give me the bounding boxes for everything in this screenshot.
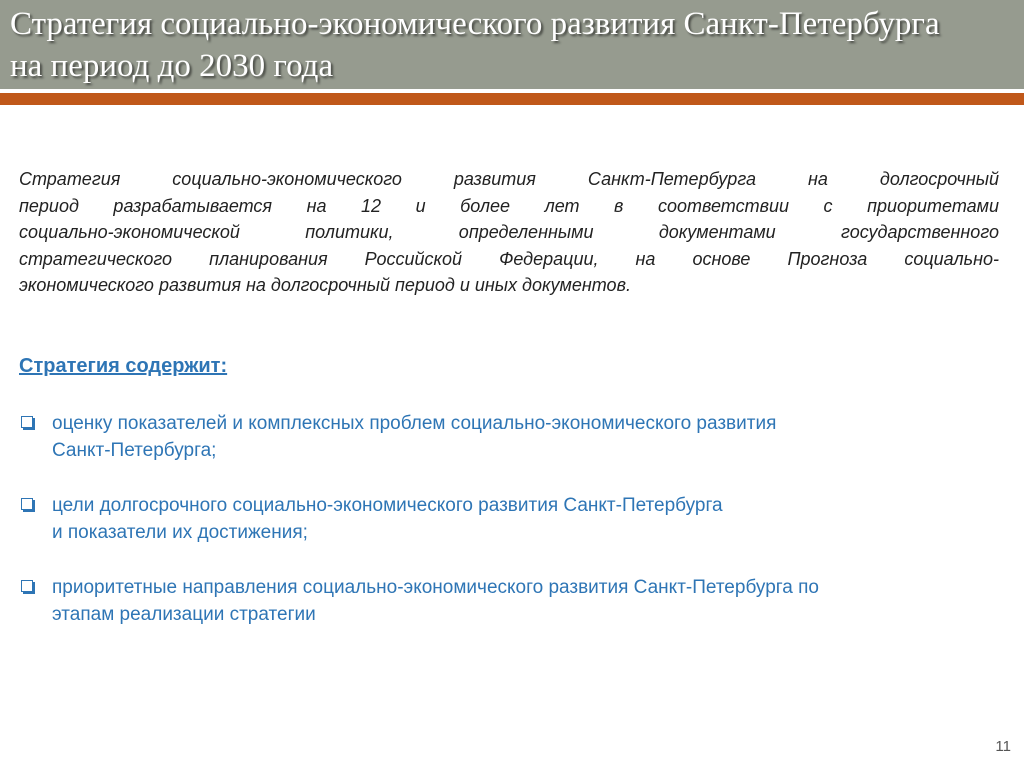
divider-stripe-accent bbox=[0, 93, 1024, 105]
checkbox-icon bbox=[21, 498, 33, 510]
intro-line-2: период разрабатывается на 12 и более лет в соответствии с приоритетами bbox=[19, 195, 999, 216]
intro-paragraph bbox=[19, 166, 999, 299]
bullet-text-3 bbox=[52, 574, 1002, 628]
intro-line-4: стратегического планирования Российской Федерации, на основе Прогноза социально- bbox=[19, 248, 999, 269]
bullet-text-1 bbox=[52, 410, 1002, 464]
bullet-2-line-2: и показатели их достижения; bbox=[52, 522, 308, 543]
bullet-1-line-2: Санкт-Петербурга; bbox=[52, 440, 217, 461]
intro-line-1: Стратегия социально-экономического развития Санкт-Петербурга на долгосрочный bbox=[19, 169, 999, 189]
section-heading: Стратегия содержит: bbox=[19, 355, 228, 377]
title-bar bbox=[0, 0, 1024, 89]
checkbox-icon bbox=[21, 416, 33, 428]
slide-title-line-1: Стратегия социально-экономического развития Санкт-Петербурга bbox=[10, 6, 940, 42]
intro-line-3: социально-экономической политики, определенными документами государственного bbox=[19, 222, 999, 242]
bullet-2-line-1: цели долгосрочного социально-экономического развития Санкт-Петербурга bbox=[52, 495, 723, 516]
bullet-1-line-1: оценку показателей и комплексных проблем социально-экономического развития bbox=[52, 413, 777, 434]
page-number: 11 bbox=[995, 738, 1011, 755]
intro-line-5: экономического развития на долгосрочный период и иных документов. bbox=[19, 275, 631, 295]
bullet-3-line-2: этапам реализации стратегии bbox=[52, 604, 316, 625]
checkbox-icon bbox=[21, 580, 33, 592]
slide-title-line-2: на период до 2030 года bbox=[10, 48, 334, 84]
slide-title bbox=[10, 3, 1010, 87]
bullet-3-line-1: приоритетные направления социально-экономического развития Санкт-Петербурга по bbox=[52, 577, 819, 598]
bullet-text-2 bbox=[52, 492, 1002, 546]
